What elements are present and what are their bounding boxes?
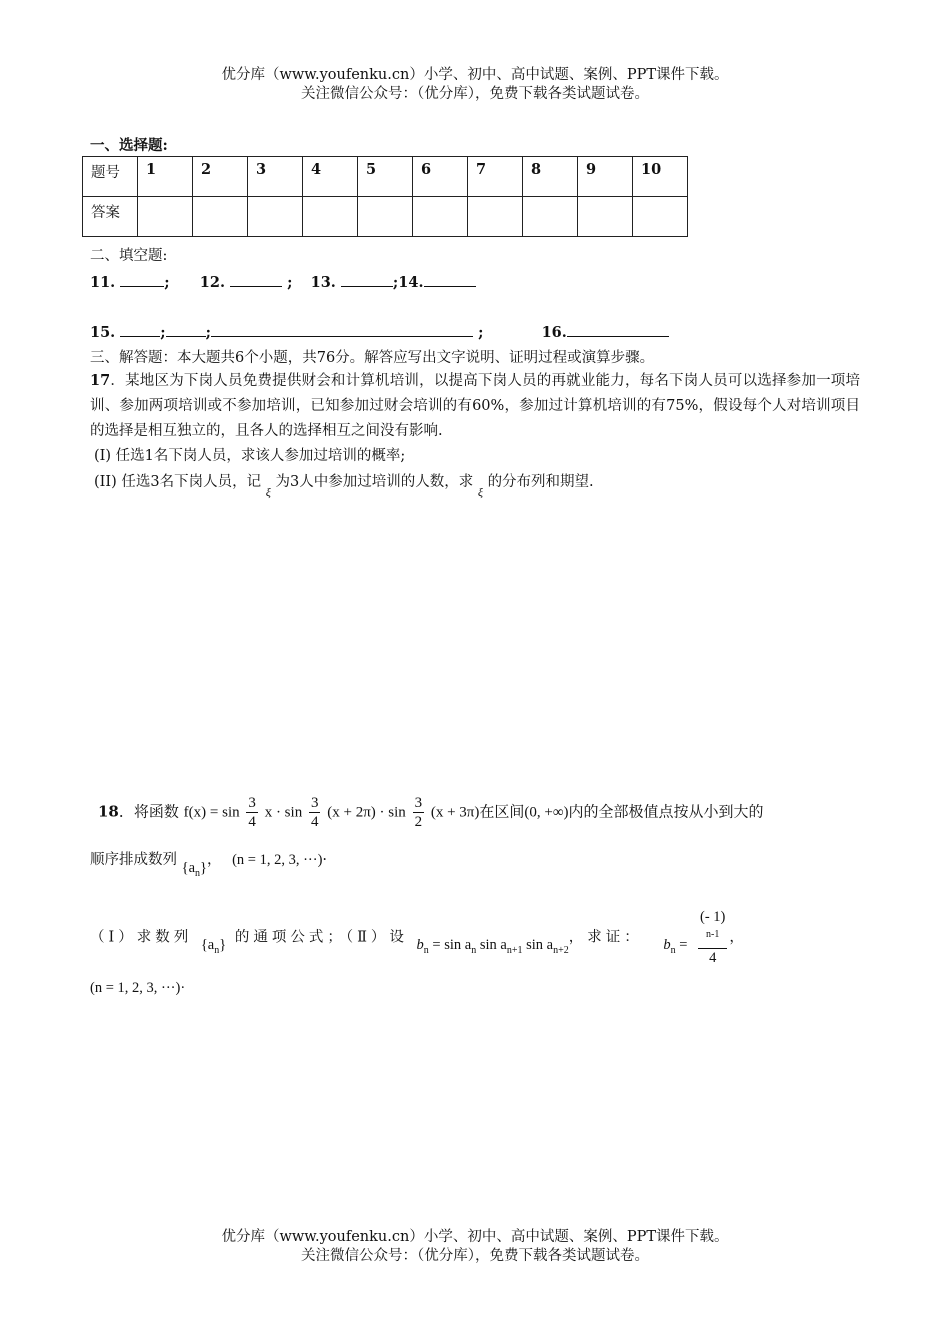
question-18-line-2: [90, 848, 328, 879]
fraction: $\frac{3}{4}$: [310, 795, 319, 830]
fraction: $\frac{3}{2}$: [414, 795, 423, 830]
section1-title: 一、选择题:: [90, 137, 168, 154]
label-16: 16.: [541, 324, 567, 341]
label-11: 11.: [90, 274, 116, 291]
answer-cell: [193, 197, 248, 237]
xi-symbol: ξ: [265, 485, 271, 499]
dot: ·: [322, 852, 328, 868]
comma: ，: [206, 852, 222, 868]
answer-cell: [523, 197, 578, 237]
sep: ;: [287, 274, 293, 291]
header-line-2: 关注微信公众号：（优分库），免费下载各类试题试卷。: [301, 86, 649, 102]
table-row: [83, 157, 688, 197]
q18-term1: x · sin: [264, 804, 303, 821]
question-number-cell: 8: [523, 157, 578, 197]
question-17: [90, 368, 860, 444]
label-15: 15.: [90, 324, 116, 341]
blank-12: [230, 272, 282, 287]
label-14: ;14.: [392, 274, 424, 291]
question-number-cell: 5: [358, 157, 413, 197]
question-18-line-3: [90, 908, 748, 967]
q18-term3: (x + 3π): [430, 804, 480, 821]
q18-term2: (x + 2π) · sin: [327, 804, 406, 821]
q17-part2-a: (II) 任选3名下岗人员，记: [94, 474, 262, 490]
q18-interval: (0, +∞): [524, 804, 569, 821]
n-range: (n = 1, 2, 3, ···): [232, 852, 323, 868]
answer-cell: [358, 197, 413, 237]
blank-15a: [120, 322, 160, 337]
question-number-cell: 7: [468, 157, 523, 197]
blank-13: [341, 272, 393, 287]
q18-part2-intro: 的通项公式；（Ⅱ）设: [234, 929, 408, 946]
question-number-cell: 1: [138, 157, 193, 197]
blank-16: [567, 322, 669, 337]
answer-cell: [303, 197, 358, 237]
page-header: [0, 66, 950, 104]
q17-number: 17: [90, 372, 111, 389]
label-12: 12.: [199, 274, 226, 291]
page-footer: [0, 1228, 950, 1266]
question-number-cell: 6: [413, 157, 468, 197]
n-range: (n = 1, 2, 3, ···): [90, 980, 181, 996]
answer-cell: [248, 197, 303, 237]
blank-15b: [166, 322, 206, 337]
xi-symbol: ξ: [477, 485, 483, 499]
q17-part1: (I) 任选1名下岗人员，求该人参加过培训的概率;: [94, 448, 406, 464]
question-number-cell: 9: [578, 157, 633, 197]
q18-after2: 内的全部极值点按从小到大的: [568, 802, 764, 821]
bn-result: $b_n$ =: [663, 937, 688, 957]
dot: ·: [180, 980, 186, 996]
q18-prove: ，求证：: [568, 929, 643, 946]
question-number-cell: 3: [248, 157, 303, 197]
section3-title: 三、解答题：本大题共6个小题，共76分。解答应写出文字说明、证明过程或演算步骤。: [90, 350, 655, 366]
sep: ;: [478, 324, 484, 341]
footer-line-2: 关注微信公众号：（优分库），免费下载各类试题试卷。: [301, 1248, 649, 1264]
fill-blank-line-1: [90, 272, 476, 291]
bn-definition: $b_n = \sin a_n$ $\sin a_{n+1}$ $\sin a_{n+2}$: [416, 937, 569, 957]
question-number-cell: 10: [633, 157, 688, 197]
q17-part2-c: 的分布列和期望.: [487, 474, 594, 490]
section2-title: 二、填空题:: [90, 248, 168, 264]
answer-cell: [138, 197, 193, 237]
q18-part1: （Ⅰ）求数列: [90, 929, 193, 946]
answer-cell: [633, 197, 688, 237]
question-number-cell: 2: [193, 157, 248, 197]
comma: ，: [729, 929, 748, 946]
sequence-a: $\{a_n\}$: [200, 937, 227, 957]
header-line-1: 优分库（www.youfenku.cn）小学、初中、高中试题、案例、PPT课件下载。: [221, 67, 729, 83]
blank-15c: [211, 322, 473, 337]
q18-func-lhs: f(x) = sin: [183, 804, 240, 821]
sep: ;: [164, 274, 170, 291]
q18-line2-a: 顺序排成数列: [90, 852, 177, 868]
blank-14: [424, 272, 476, 287]
answer-cell: [413, 197, 468, 237]
footer-line-1: 优分库（www.youfenku.cn）小学、初中、高中试题、案例、PPT课件下载。: [221, 1229, 729, 1245]
q17-part2-b: 为3人中参加过培训的人数，求: [275, 474, 474, 490]
row-label-number: 题号: [83, 157, 138, 197]
q17-text: ．某地区为下岗人员免费提供财会和计算机培训，以提高下岗人员的再就业能力，每名下岗人员可以选择参加一项培训、参加两项培训或不参加培训，已知参加过财会培训的有60%，参加过计算机培训的有75%，假设每个人对培训项目的选择是相互独立的，且各人的选择相互之间没有影响.: [90, 373, 860, 439]
answer-cell: [468, 197, 523, 237]
fill-blank-line-2: [90, 322, 669, 341]
q17-part2: [94, 470, 594, 499]
sep: ;: [205, 324, 212, 341]
blank-11: [120, 272, 164, 287]
sep: ;: [160, 324, 166, 341]
row-label-answer: 答案: [83, 197, 138, 237]
answer-table: [82, 156, 688, 237]
sequence-a: $\{a_n\}$: [181, 860, 207, 879]
label-13: 13.: [310, 274, 336, 291]
q18-after: 在区间: [479, 802, 525, 821]
result-fraction: (- 1) $^{n-1}$ 4: [700, 909, 726, 966]
question-18-line-1: [98, 794, 764, 831]
q18-intro: ．将函数: [118, 802, 179, 821]
table-row: [83, 197, 688, 237]
question-number-cell: 4: [303, 157, 358, 197]
fraction: $\frac{3}{4}$: [248, 795, 256, 830]
question-18-line-4: [90, 980, 185, 997]
answer-cell: [578, 197, 633, 237]
q18-number: 18: [98, 802, 119, 821]
